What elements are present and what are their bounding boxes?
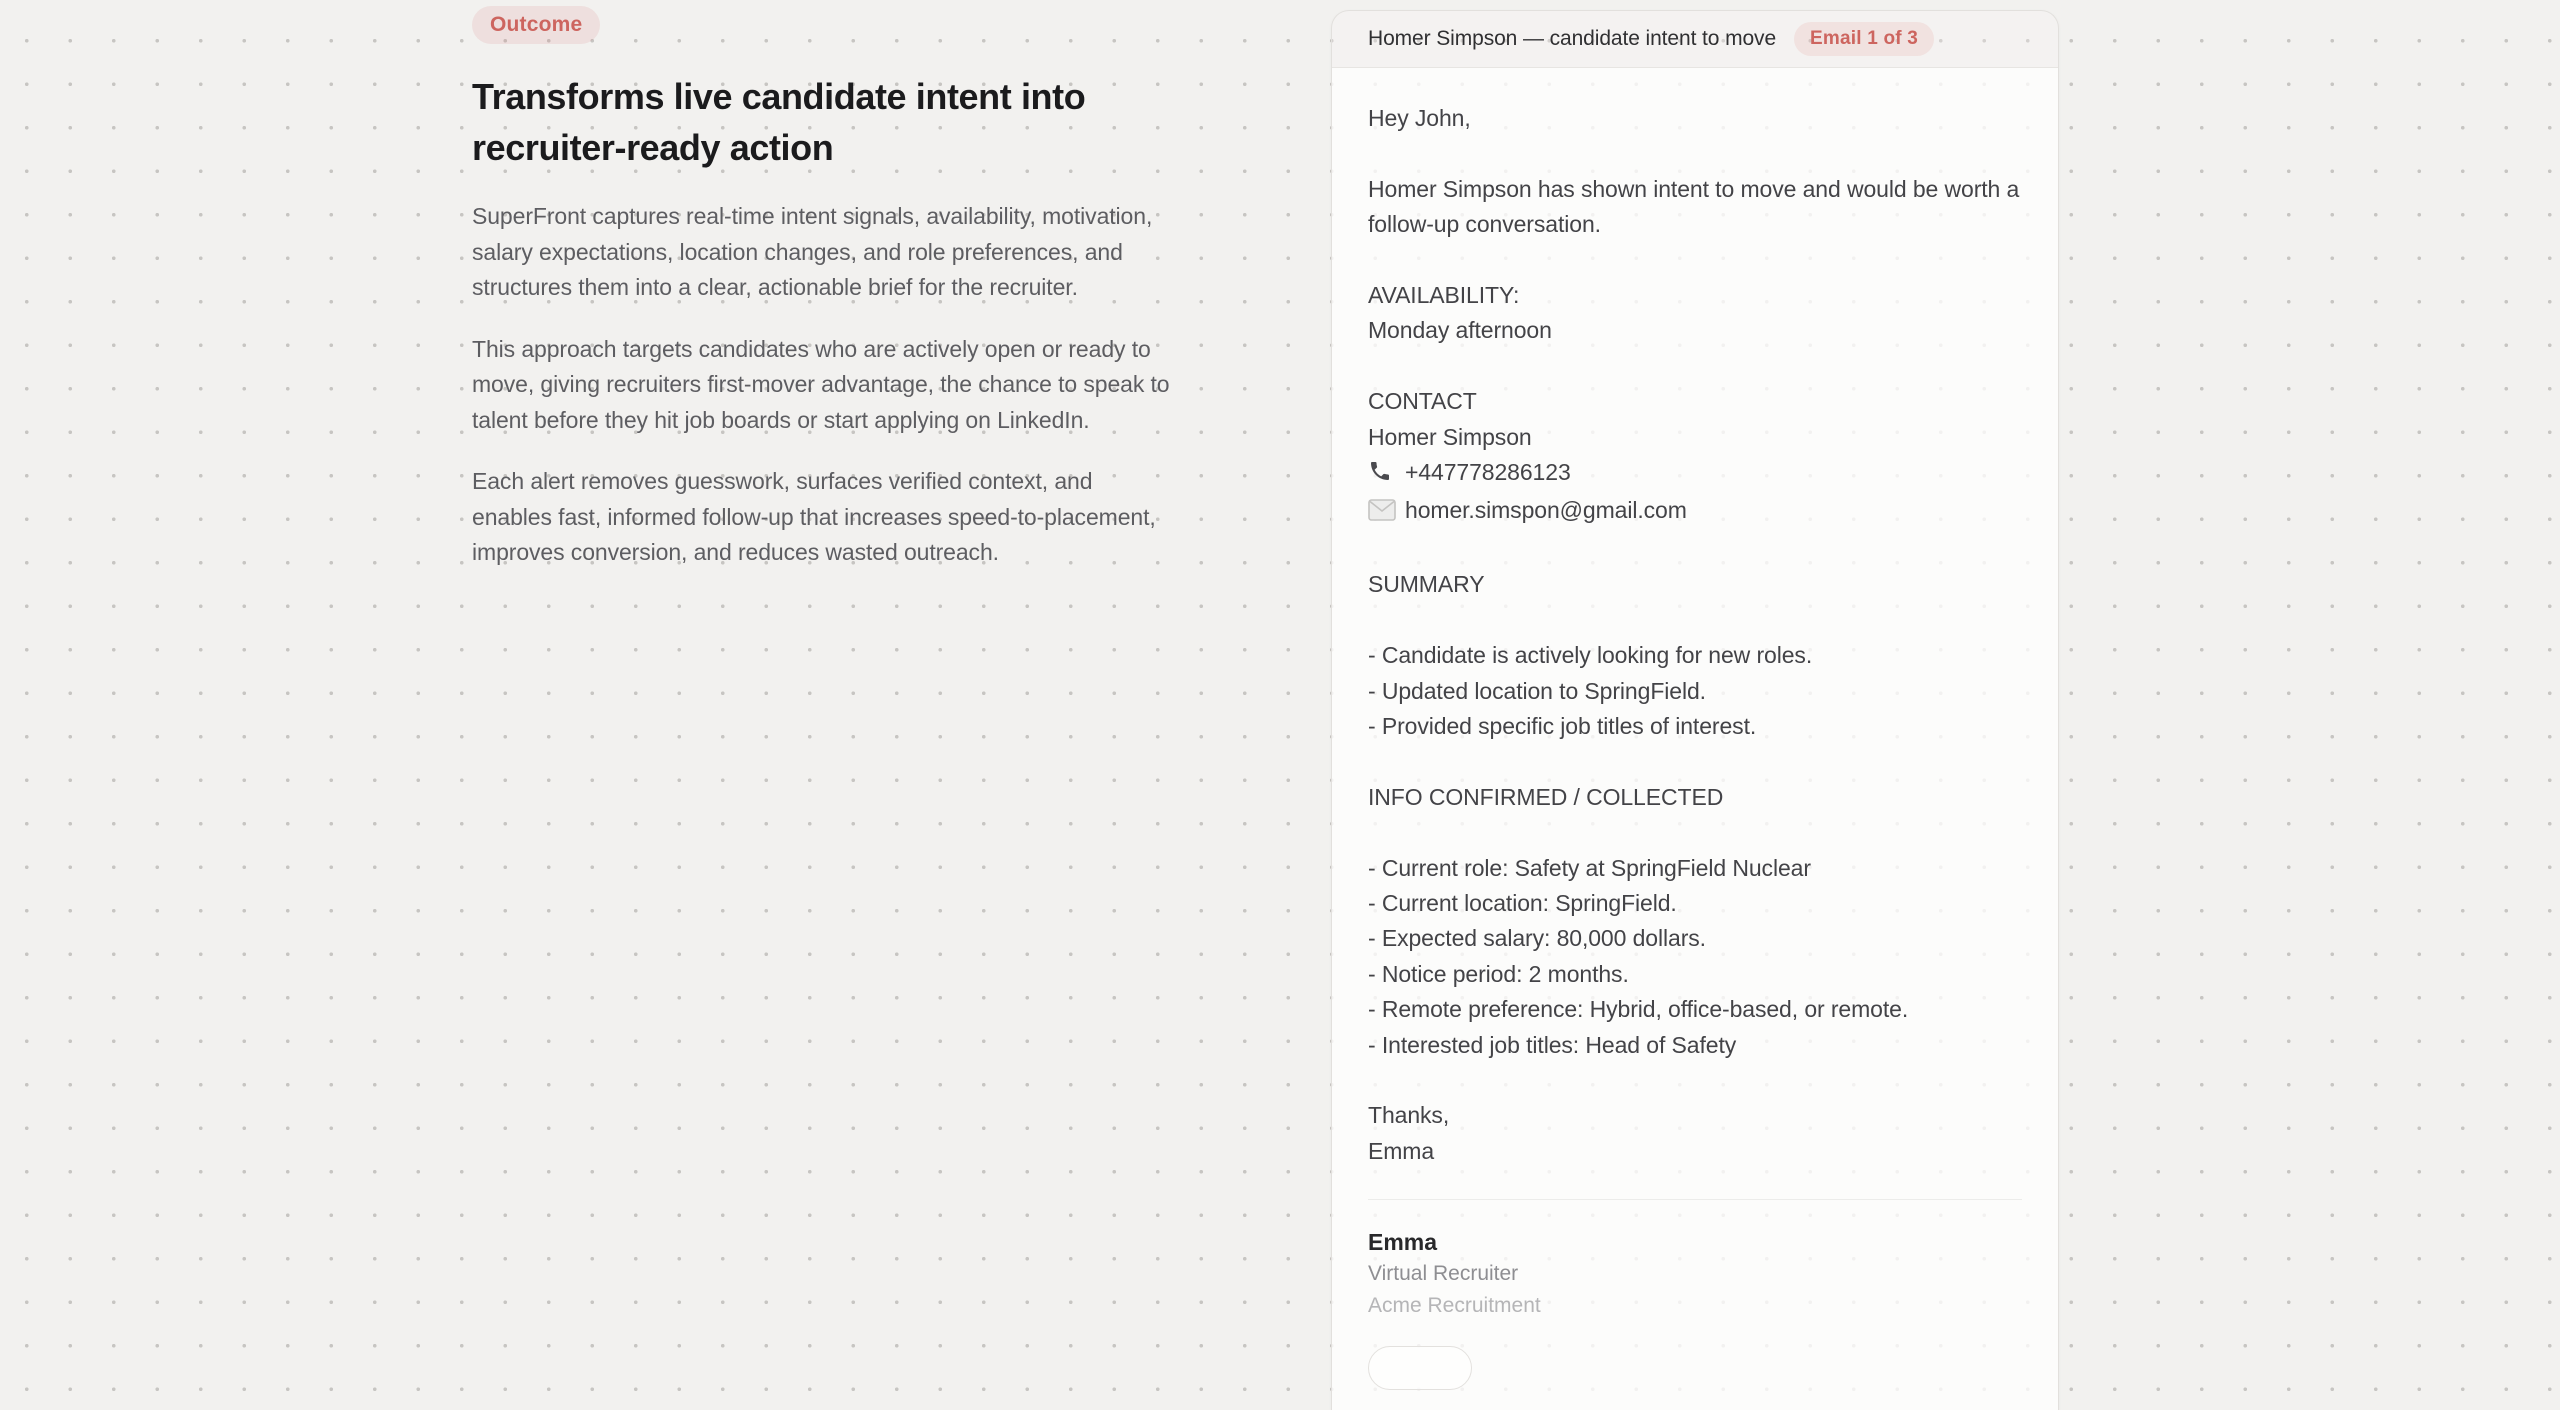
email-text-line: - Interested job titles: Head of Safety	[1368, 1031, 1737, 1058]
email-text-line	[1368, 243, 2022, 278]
email-body	[1368, 101, 2026, 1169]
email-text-line: - Candidate is actively looking for new roles.	[1368, 642, 1813, 669]
email-text-line: Thanks,	[1368, 1102, 1450, 1129]
intro-paragraph: SuperFront captures real-time intent signals, availability, motivation, salary expectations, location changes, and role preferences, and structures them into a clear, actionable brief for the recruiter.	[472, 203, 1153, 300]
email-text-line: INFO CONFIRMED / COLLECTED	[1368, 783, 1724, 810]
mail-icon	[1368, 496, 1398, 531]
email-text-line: - Remote preference: Hybrid, office-based, or remote.	[1368, 996, 1909, 1023]
signature-role: Virtual Recruiter	[1368, 1262, 1519, 1286]
email-text-line	[1368, 603, 2022, 638]
signature-block	[1368, 1226, 2022, 1322]
email-text-line: Emma	[1368, 1137, 1435, 1164]
email-card-title: Homer Simpson — candidate intent to move	[1368, 27, 1777, 50]
email-text-line: - Updated location to SpringField.	[1368, 677, 1706, 704]
email-text-line	[1368, 1063, 2022, 1098]
email-text-line	[1368, 349, 2022, 384]
email-card-header	[1332, 11, 2058, 68]
email-text-line: Homer Simpson has shown intent to move and would be worth a follow-up conversation.	[1368, 175, 2026, 238]
email-text-line: - Current role: Safety at SpringField Nuclear	[1368, 854, 1811, 881]
email-text-line	[1368, 815, 2022, 850]
benefit-paragraph: Each alert removes guesswork, surfaces verified context, and enables fast, informed follow-up that increases speed-to-placement, improves conversion, and reduces wasted outreach.	[472, 468, 1156, 565]
email-text-line: Monday afternoon	[1368, 317, 1552, 344]
email-text-line: AVAILABILITY:	[1368, 282, 1520, 309]
email-text-line	[1368, 532, 2022, 567]
email-text-line: Homer Simpson	[1368, 423, 1532, 450]
phone-icon	[1368, 458, 1398, 493]
email-card-body	[1332, 68, 2058, 1410]
email-count-badge: Email 1 of 3	[1794, 22, 1934, 56]
card-footer-button[interactable]	[1368, 1346, 1472, 1390]
email-text-line: SUMMARY	[1368, 571, 1485, 598]
contact-text: +447778286123	[1405, 459, 1571, 486]
email-text-line: - Current location: SpringField.	[1368, 889, 1677, 916]
email-text-line	[1368, 136, 2022, 171]
email-contact-line	[1368, 455, 2022, 493]
page-title: Transforms live candidate intent into recruiter-ready action	[472, 76, 1086, 168]
approach-paragraph: This approach targets candidates who are actively open or ready to move, giving recruiters first-mover advantage, the chance to speak to talent before they hit job boards or start applying on LinkedIn.	[472, 335, 1170, 433]
email-text-line: - Expected salary: 80,000 dollars.	[1368, 925, 1706, 952]
email-text-line: Hey John,	[1368, 105, 1471, 131]
signature-company: Acme Recruitment	[1368, 1294, 1541, 1318]
email-text-line: - Provided specific job titles of interest.	[1368, 712, 1757, 739]
email-contact-line	[1368, 493, 2022, 531]
email-text-line	[1368, 744, 2022, 779]
outcome-section	[472, 6, 1184, 571]
contact-text: homer.simspon@gmail.com	[1405, 497, 1687, 524]
email-preview-card	[1331, 10, 2059, 1410]
email-text-line: CONTACT	[1368, 388, 1477, 415]
outcome-badge: Outcome	[472, 6, 600, 44]
signature-divider	[1368, 1199, 2022, 1200]
email-text-line: - Notice period: 2 months.	[1368, 960, 1629, 987]
signature-name: Emma	[1368, 1229, 1438, 1256]
